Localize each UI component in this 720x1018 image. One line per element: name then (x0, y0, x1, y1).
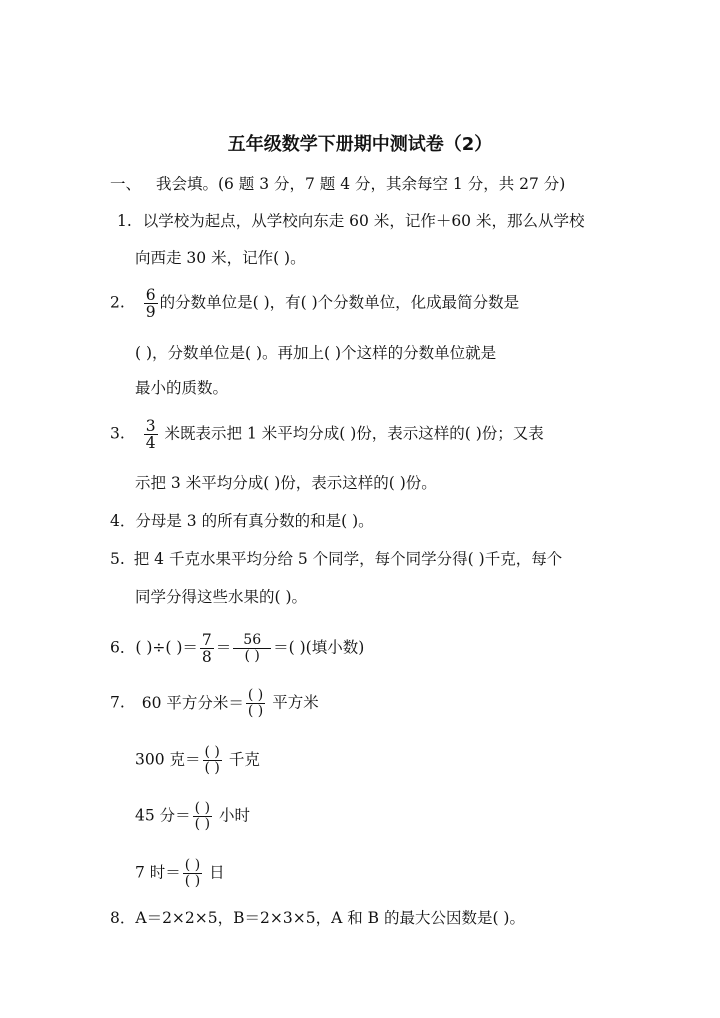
question-1-text-1: 以学校为起点，从学校向东走 60 米，记作＋60 米，那么从学校 (142, 212, 585, 230)
question-7-item-4-left: 7 时＝ (135, 863, 181, 882)
question-7-item-1-unit: 平方米 (272, 693, 319, 712)
question-2-line-3: 最小的质数。 (135, 379, 229, 397)
question-7-item-4-fraction (183, 858, 202, 889)
question-7-item-1-left: 60 平方分米＝ (141, 693, 244, 712)
question-6-fraction-2-numerator: 56 (233, 633, 271, 649)
question-3-fraction-denominator: 4 (145, 434, 156, 452)
question-7-item-3-fraction (193, 801, 212, 832)
question-2-fraction-numerator: 6 (145, 286, 156, 304)
section-heading (110, 174, 565, 194)
question-6-equals: ＝ (215, 638, 232, 657)
question-7-item-4-denominator-blank: ( ) (184, 873, 201, 889)
question-7-item-1-fraction (246, 688, 265, 719)
question-8 (110, 908, 525, 928)
question-7-item-2-fraction (203, 745, 222, 776)
section-number: 一、 (110, 175, 142, 193)
question-6-fraction-2-denominator: ( ) (244, 648, 260, 664)
question-2-fraction-denominator: 9 (145, 303, 156, 321)
question-6-fraction-1 (200, 632, 214, 665)
question-5-line-1 (110, 549, 562, 569)
question-7-item-2-denominator-blank: ( ) (204, 760, 220, 776)
question-4-number: 4． (110, 512, 136, 530)
question-4 (110, 511, 374, 531)
question-6 (110, 632, 364, 665)
page-title: 五年级数学下册期中测试卷（2） (227, 134, 493, 155)
question-7-item-3-denominator-blank: ( ) (194, 816, 211, 832)
question-6-number: 6． (110, 638, 136, 657)
question-3-fraction-numerator: 3 (145, 417, 156, 435)
question-7-item-4 (135, 858, 225, 889)
question-6-part-1: ( )÷( )＝ (135, 638, 198, 657)
question-3-number: 3. (110, 424, 125, 443)
question-1-number: 1. (117, 212, 132, 230)
question-4-text: 分母是 3 的所有真分数的和是( )。 (135, 512, 374, 530)
question-2-fraction (144, 287, 158, 320)
question-7-item-2 (135, 745, 260, 776)
question-7-item-2-left: 300 克＝ (135, 750, 201, 769)
question-7-item-2-unit: 千克 (228, 750, 260, 769)
question-6-fraction-2 (233, 633, 271, 664)
question-7-item-4-numerator-blank: ( ) (184, 857, 201, 873)
question-6-part-2: ＝( )(填小数) (273, 638, 365, 657)
question-2-line-1 (110, 287, 519, 320)
question-2-number: 2. (110, 293, 125, 312)
question-3-line-1 (110, 418, 544, 451)
question-8-text: A＝2×2×5，B＝2×3×5，A 和 B 的最大公因数是( )。 (135, 909, 525, 927)
question-3-line-2: 示把 3 米平均分成( )份，表示这样的( )份。 (135, 474, 437, 492)
question-2-line-2: ( )，分数单位是( )。再加上( )个这样的分数单位就是 (135, 344, 497, 362)
question-6-fraction-1-denominator: 8 (201, 648, 212, 666)
question-7-item-3-left: 45 分＝ (135, 806, 191, 825)
question-8-number: 8． (110, 909, 136, 927)
question-3-text-1: 米既表示把 1 米平均分成( )份，表示这样的( )份；又表 (164, 424, 544, 443)
question-2-text-1: 的分数单位是( )，有( )个分数单位，化成最简分数是 (159, 293, 520, 312)
question-5-text-1: 把 4 千克水果平均分给 5 个同学，每个同学分得( )千克，每个 (133, 550, 563, 568)
question-7-item-2-numerator-blank: ( ) (204, 744, 220, 760)
question-7-item-1-denominator-blank: ( ) (247, 703, 264, 719)
question-7-item-1 (110, 688, 319, 719)
question-7-item-4-unit: 日 (209, 863, 225, 882)
question-1-line-1 (117, 211, 584, 231)
question-7-number: 7. (110, 693, 125, 712)
question-7-item-3-numerator-blank: ( ) (194, 800, 211, 816)
question-5-line-2: 同学分得这些水果的( )。 (135, 588, 308, 606)
question-3-fraction (144, 418, 158, 451)
question-5-number: 5. (110, 550, 125, 568)
question-7-item-3 (135, 801, 250, 832)
question-6-fraction-1-numerator: 7 (201, 631, 212, 649)
section-instructions: 我会填。(6 题 3 分，7 题 4 分，其余每空 1 分，共 27 分) (155, 175, 566, 193)
question-1-line-2: 向西走 30 米，记作( )。 (135, 249, 306, 267)
question-7-item-1-numerator-blank: ( ) (247, 687, 264, 703)
question-7-item-3-unit: 小时 (218, 806, 250, 825)
